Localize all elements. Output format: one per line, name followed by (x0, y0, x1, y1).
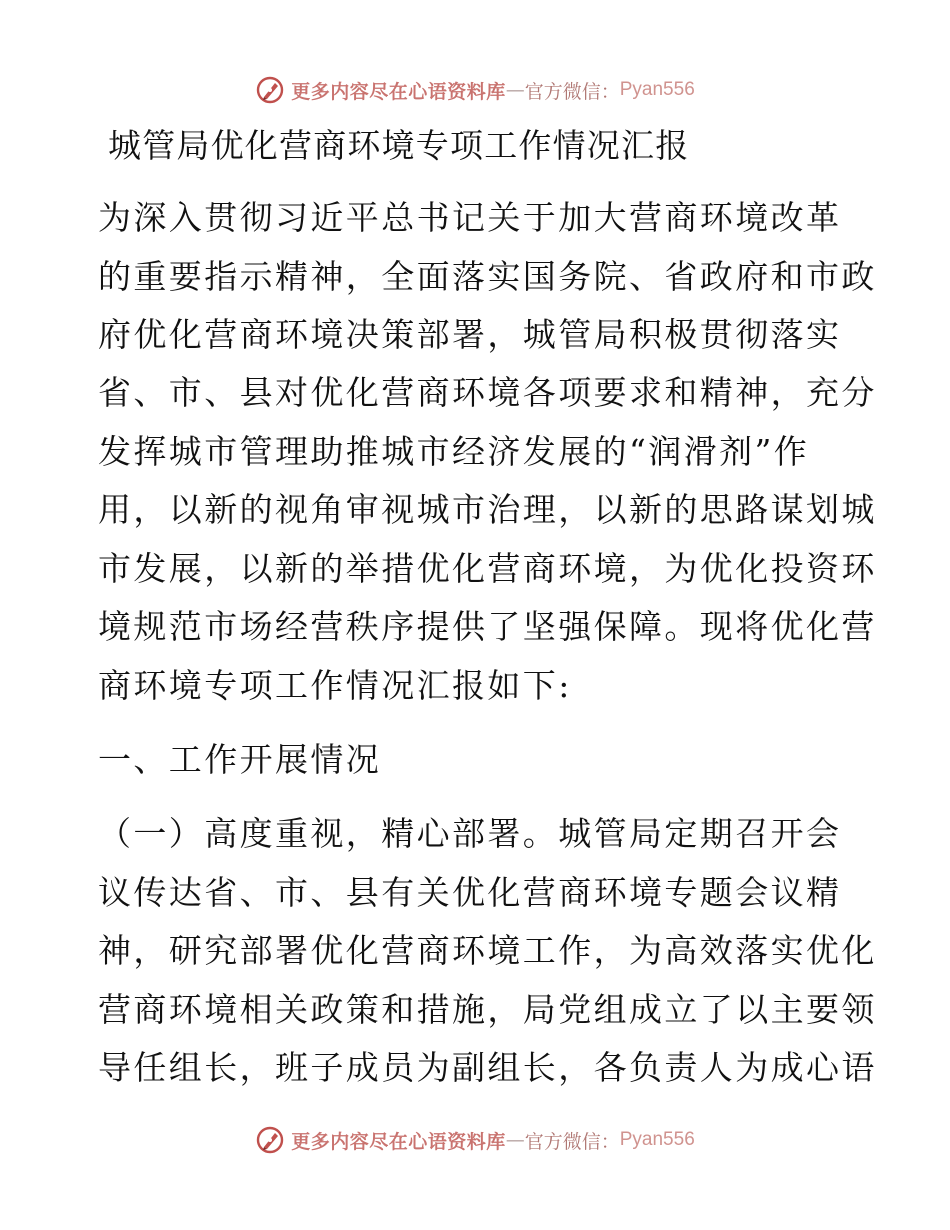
section-heading: 一、工作开展情况 (98, 740, 382, 779)
paragraph-line: 神，研究部署优化营商环境工作，为高效落实优化 (98, 931, 877, 970)
paragraph-line: 商环境专项工作情况汇报如下: (98, 666, 572, 705)
watermark-brand: 更多内容尽在心语资料库 (291, 1130, 506, 1153)
paragraph-line: 导任组长，班子成员为副组长，各负责人为成心语 (98, 1048, 877, 1087)
paragraph-line: （一）高度重视，精心部署。城管局定期召开会 (98, 814, 842, 853)
paragraph-line: 省、市、县对优化营商环境各项要求和精神，充分 (98, 373, 877, 412)
paragraph-line: 用，以新的视角审视城市治理，以新的思路谋划城 (98, 490, 877, 529)
pen-logo-icon (255, 1125, 285, 1155)
paragraph-line: 为深入贯彻习近平总书记关于加大营商环境改革 (98, 198, 842, 237)
watermark-group (255, 1125, 695, 1155)
pen-logo-icon (255, 75, 285, 105)
watermark-wechat-label: 官方微信： (524, 1130, 620, 1153)
watermark-wechat-id: Pyan556 (619, 79, 695, 100)
paragraph-line: 市发展，以新的举措优化营商环境，为优化投资环 (98, 549, 877, 588)
watermark-brand: 更多内容尽在心语资料库 (291, 80, 506, 103)
paragraph-line: 议传达省、市、县有关优化营商环境专题会议精 (98, 873, 842, 912)
footer-watermark (0, 1122, 950, 1158)
watermark-dash: — (505, 1129, 525, 1151)
paragraph-line: 营商环境相关政策和措施，局党组成立了以主要领 (98, 990, 877, 1029)
watermark-text (291, 1127, 695, 1154)
header-watermark (0, 72, 950, 108)
paragraph-line: 府优化营商环境决策部署，城管局积极贯彻落实 (98, 315, 842, 354)
watermark-wechat-id: Pyan556 (619, 1129, 695, 1150)
watermark-group (255, 75, 695, 105)
watermark-text (291, 77, 695, 104)
paragraph-line: 的重要指示精神，全面落实国务院、省政府和市政 (98, 257, 877, 296)
paragraph-line: 境规范市场经营秩序提供了坚强保障。现将优化营 (98, 607, 877, 646)
document-title: 城管局优化营商环境专项工作情况汇报 (108, 126, 690, 165)
paragraph-line: 发挥城市管理助推城市经济发展的“润滑剂”作 (98, 432, 810, 471)
watermark-wechat-label: 官方微信： (524, 80, 620, 103)
watermark-dash: — (505, 79, 525, 101)
